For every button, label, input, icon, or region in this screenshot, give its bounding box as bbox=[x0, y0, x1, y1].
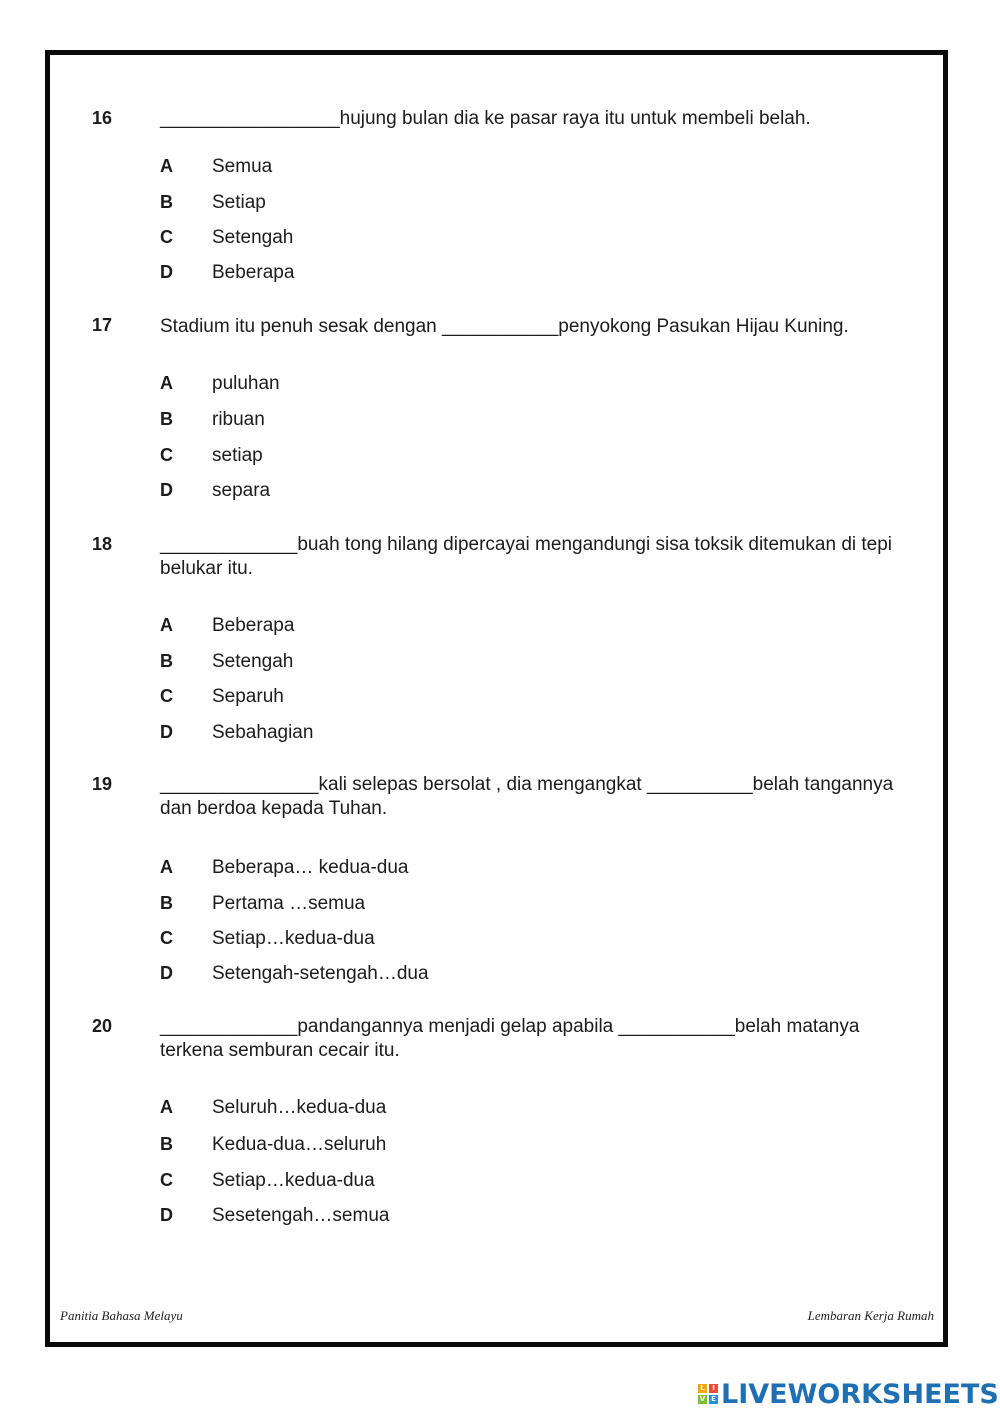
option-letter: A bbox=[160, 615, 173, 635]
logo-cell: I bbox=[709, 1384, 718, 1393]
worksheet-frame bbox=[45, 50, 948, 1347]
option-letter: B bbox=[160, 192, 173, 212]
option-text: Beberapa… kedua-dua bbox=[212, 857, 409, 878]
option-letter: B bbox=[160, 409, 173, 429]
option-letter: A bbox=[160, 156, 173, 176]
brand-icon bbox=[698, 1384, 718, 1404]
option-text: Setengah bbox=[212, 227, 294, 248]
option-letter: C bbox=[160, 686, 173, 706]
option-text: ribuan bbox=[212, 409, 265, 430]
option-text: Pertama …semua bbox=[212, 893, 366, 914]
option-letter: C bbox=[160, 227, 173, 247]
option-text: Kedua-dua…seluruh bbox=[212, 1134, 387, 1155]
option-letter: A bbox=[160, 857, 173, 877]
option-letter: B bbox=[160, 1134, 173, 1154]
option-letter: D bbox=[160, 1205, 173, 1225]
option-letter: A bbox=[160, 1097, 173, 1117]
logo-cell: L bbox=[698, 1384, 707, 1393]
logo-cell: E bbox=[709, 1395, 718, 1404]
question-text: _____________pandangannya menjadi gelap apabila ___________belah matanya terkena semburan cecair itu. bbox=[160, 1016, 860, 1061]
option-letter: C bbox=[160, 928, 173, 948]
question-number: 17 bbox=[92, 315, 113, 335]
option-text: setiap bbox=[212, 445, 263, 466]
option-text: Beberapa bbox=[212, 262, 295, 283]
option-letter: D bbox=[160, 722, 173, 742]
option-letter: D bbox=[160, 480, 173, 500]
brand-name: LIVEWORKSHEETS bbox=[721, 1378, 999, 1410]
option-text: Setiap bbox=[212, 192, 266, 213]
option-text: Setengah-setengah…dua bbox=[212, 963, 429, 984]
option-text: Semua bbox=[212, 156, 273, 177]
option-text: Setiap…kedua-dua bbox=[212, 928, 375, 949]
question-number: 16 bbox=[92, 108, 113, 128]
question-number: 20 bbox=[92, 1016, 113, 1036]
option-letter: B bbox=[160, 893, 173, 913]
option-text: Setengah bbox=[212, 651, 294, 672]
option-letter: C bbox=[160, 445, 173, 465]
option-letter: A bbox=[160, 373, 173, 393]
option-text: Beberapa bbox=[212, 615, 295, 636]
option-letter: C bbox=[160, 1170, 173, 1190]
question-text: _______________kali selepas bersolat , dia mengangkat __________belah tangannya dan berdoa kepada Tuhan. bbox=[160, 774, 894, 819]
logo-cell: V bbox=[699, 1395, 706, 1403]
question-number: 18 bbox=[92, 534, 113, 554]
question-text: _________________hujung bulan dia ke pasar raya itu untuk membeli belah. bbox=[160, 108, 811, 129]
option-letter: D bbox=[160, 963, 173, 983]
option-letter: B bbox=[160, 651, 173, 671]
footer-right: Lembaran Kerja Rumah bbox=[807, 1308, 934, 1323]
option-text: Setiap…kedua-dua bbox=[212, 1170, 375, 1191]
option-text: Sesetengah…semua bbox=[212, 1205, 390, 1226]
option-text: Seluruh…kedua-dua bbox=[212, 1097, 387, 1118]
liveworksheets-logo[interactable] bbox=[698, 1378, 999, 1410]
question-number: 19 bbox=[92, 774, 113, 794]
option-letter: D bbox=[160, 262, 173, 282]
option-text: Separuh bbox=[212, 686, 284, 707]
option-text: puluhan bbox=[212, 373, 280, 394]
option-text: Sebahagian bbox=[212, 722, 314, 743]
option-text: separa bbox=[212, 480, 271, 501]
question-text: Stadium itu penuh sesak dengan ___________penyokong Pasukan Hijau Kuning. bbox=[160, 316, 849, 337]
question-text: _____________buah tong hilang dipercayai mengandungi sisa toksik ditemukan di tepi belukar itu. bbox=[160, 534, 893, 579]
footer-left: Panitia Bahasa Melayu bbox=[60, 1308, 183, 1323]
